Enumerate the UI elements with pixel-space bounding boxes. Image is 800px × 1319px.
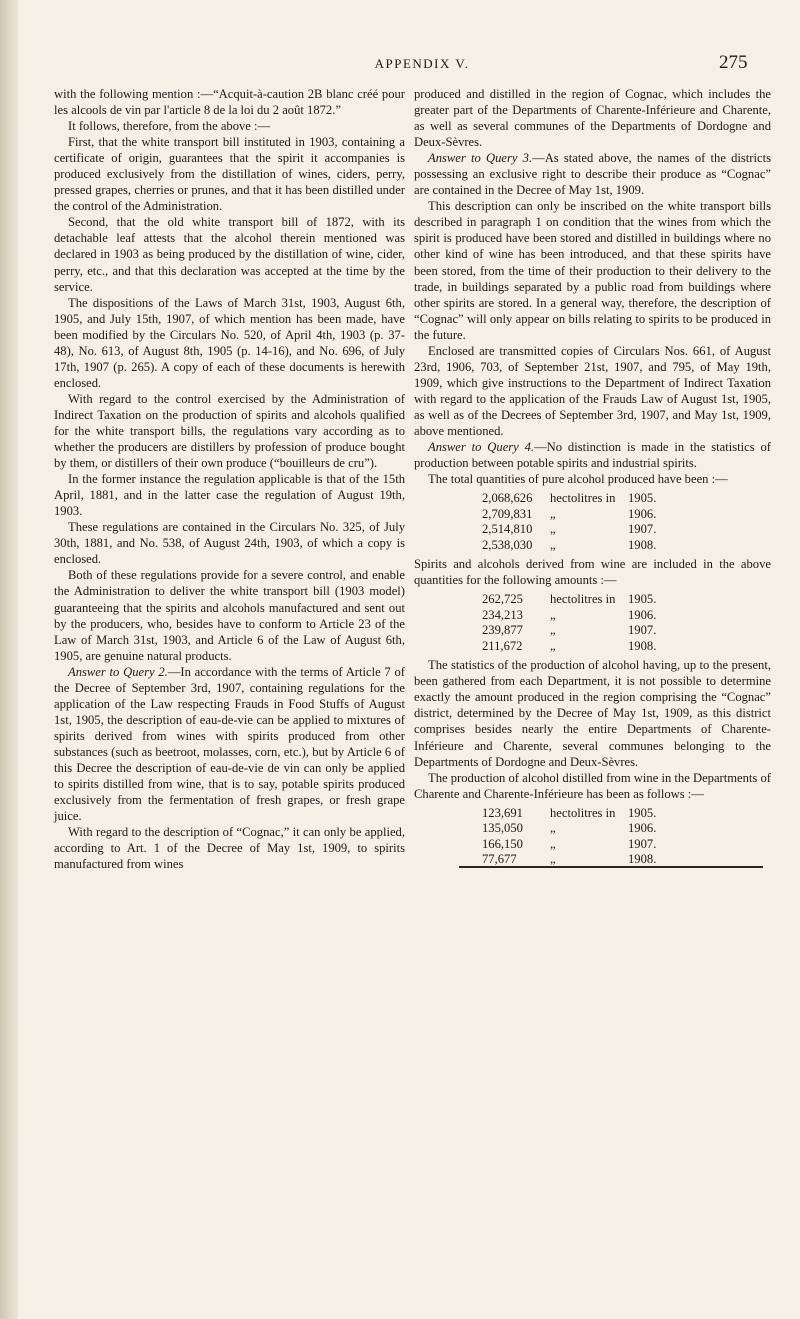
stat-value: 2,068,626 [482, 491, 533, 506]
end-rule [459, 866, 763, 868]
right-column [414, 86, 771, 871]
stat-value: 2,709,831 [482, 506, 533, 521]
stat-value: 234,213 [482, 607, 523, 622]
stat-unit: „ [550, 821, 556, 836]
stat-year: 1908. [628, 537, 657, 552]
production-table-charente [482, 806, 771, 868]
stat-year: 1906. [628, 506, 657, 521]
stat-unit: hectolitres in [550, 491, 616, 506]
stat-year: 1908. [628, 638, 657, 653]
table-row [482, 837, 771, 853]
stat-value: 123,691 [482, 805, 523, 820]
stat-value: 135,050 [482, 821, 523, 836]
left-column [54, 86, 405, 872]
stat-unit: „ [550, 506, 556, 521]
table-row [482, 806, 771, 822]
stat-year: 1905. [628, 805, 657, 820]
stat-value: 262,725 [482, 592, 523, 607]
answer-paragraph [414, 439, 771, 471]
answer-paragraph [414, 150, 771, 198]
stat-value: 77,677 [482, 852, 517, 867]
paragraph: Enclosed are transmitted copies of Circulars Nos. 661, of August 23rd, 1906, 703, of September 21st, 1907, and 795, of May 19th, 1909, which give instructions to the Department of Indirect Taxation with regard to the application of the Frauds Law of August 1st, 1905, as well as of the Decrees of September 3rd, 1907, and May 1st, 1909, above mentioned. [414, 343, 771, 438]
stat-year: 1905. [628, 491, 657, 506]
paragraph: Spirits and alcohols derived from wine are included in the above quantities for the following amounts :— [414, 557, 771, 588]
page-binding-edge [0, 0, 18, 1319]
stat-year: 1906. [628, 607, 657, 622]
stat-year: 1905. [628, 592, 657, 607]
stat-value: 166,150 [482, 836, 523, 851]
answer-paragraph [54, 664, 405, 824]
answer-label: Answer to Query 3. [428, 151, 533, 166]
table-row [482, 507, 771, 523]
stat-year: 1907. [628, 623, 657, 638]
paragraph: This description can only be inscribed on the white transport bills described in paragraph 1 on condition that the wines from which the spirit is produced have been stored and distilled in buildings where no other kind of wine has been introduced, and that these spirits have been stored, from the time of their production to their delivery to the trade, in buildings separated by a public road from buildings where other spirits are stored. In a general way, therefore, the description of “Cognac” will only appear on bills relating to spirits to be produced in the future. [414, 199, 771, 342]
stat-unit: „ [550, 852, 556, 867]
table-row [482, 538, 771, 554]
production-table-total [482, 491, 771, 553]
paragraph: With regard to the description of “Cognac,” it can only be applied, according to Art. 1 of the Decree of May 1st, 1909, to spirits manufactured from wines [54, 825, 405, 872]
stat-value: 2,514,810 [482, 522, 533, 537]
paragraph: Second, that the old white transport bill of 1872, with its detachable leaf attests that the alcohol therein mentioned was declared in 1903 as being produced by the distillation of wine, cider, perry, etc., and that this declaration was accepted at the time by the service. [54, 215, 405, 294]
stat-year: 1907. [628, 522, 657, 537]
paragraph: These regulations are contained in the Circulars No. 325, of July 30th, 1881, and No. 538, of August 24th, 1903, of which a copy is enclosed. [54, 520, 405, 567]
stat-unit: „ [550, 836, 556, 851]
answer-text: —No distinction is made in the statistics of production between potable spirits and industrial spirits. [414, 440, 771, 471]
stat-unit: „ [550, 537, 556, 552]
paragraph: The production of alcohol distilled from wine in the Departments of Charente and Charente-Inférieure has been as follows :— [414, 770, 771, 801]
table-row [482, 522, 771, 538]
paragraph: It follows, therefore, from the above :— [68, 119, 271, 134]
running-head [0, 52, 800, 82]
table-row [482, 592, 771, 608]
stat-year: 1908. [628, 852, 657, 867]
stat-unit: „ [550, 522, 556, 537]
answer-label: Answer to Query 4. [428, 440, 535, 455]
paragraph: First, that the white transport bill instituted in 1903, containing a certificate of origin, guarantees that the spirit it accompanies is produced exclusively from the distillation of wines, ciders, perry, pressed grapes, cherries or prunes, and that it has been distilled under the control of the Administration. [54, 135, 405, 214]
answer-label: Answer to Query 2. [68, 664, 168, 679]
page-number: 275 [719, 52, 748, 73]
table-row [482, 491, 771, 507]
paragraph: produced and distilled in the region of Cognac, which includes the greater part of the Departments of Charente-Inférieure and Charente, as well as several communes of the Departments of Dordogne and Deux-Sèvres. [414, 87, 771, 150]
paragraph: Both of these regulations provide for a severe control, and enable the Administration to deliver the white transport bill (1903 model) guaranteeing that the spirits and alcohols manufactured and sent out by the producers, who, besides have to conform to Article 23 of the Law of March 31st, 1903, and Article 6 of the Law of August 6th, 1905, are genuine natural products. [54, 568, 405, 663]
stat-unit: „ [550, 607, 556, 622]
stat-year: 1906. [628, 821, 657, 836]
answer-text: —As stated above, the names of the districts possessing an exclusive right to describe their produce as “Cognac” are contained in the Decree of May 1st, 1909. [414, 151, 771, 198]
stat-value: 211,672 [482, 638, 523, 653]
paragraph: The total quantities of pure alcohol produced have been :— [428, 472, 728, 487]
running-title: APPENDIX V. [374, 56, 470, 71]
stat-unit: hectolitres in [550, 805, 616, 820]
stat-value: 2,538,030 [482, 537, 533, 552]
production-table-wine [482, 592, 771, 654]
table-row [482, 821, 771, 837]
table-row [482, 639, 771, 655]
stat-year: 1907. [628, 836, 657, 851]
paragraph: The statistics of the production of alcohol having, up to the present, been gathered from each Department, it is not possible to determine exactly the amount produced in the region comprising the “Cognac” district, determined by the Decree of May 1st, 1909, as this district comprises besides nearly the entire Departments of Charente-Inférieure and Charente, several communes belonging to the Departments of Dordogne and Deux-Sèvres. [414, 658, 771, 769]
answer-text: —In accordance with the terms of Article 7 of the Decree of September 3rd, 1907, containing regulations for the application of the Law respecting Frauds in Food Stuffs of August 1st, 1905, the description of eau-de-vie can be applied to mixtures of spirits derived from wines with spirits produced from other substances (such as beetroot, molasses, corn, etc.), but by Article 6 of this Decree the description of eau-de-vie de vin can only be applied to spirits distilled from wine, that is to say, potable spirits produced exclusively from the fermentation of fresh grapes, or fresh grape juice. [54, 664, 405, 824]
table-row [482, 608, 771, 624]
stat-value: 239,877 [482, 623, 523, 638]
table-row [482, 623, 771, 639]
stat-unit: „ [550, 623, 556, 638]
stat-unit: hectolitres in [550, 592, 616, 607]
paragraph: With regard to the control exercised by the Administration of Indirect Taxation on the production of spirits and alcohols qualified for the white transport bills, the regulations vary according as to whether the producers are distillers by profession of produce bought by them, or distillers of their own produce (“bouilleurs de cru”). [54, 391, 405, 471]
paragraph: In the former instance the regulation applicable is that of the 15th April, 1881, and in the latter case the regulation of August 19th, 1903. [54, 472, 405, 519]
stat-unit: „ [550, 638, 556, 653]
paragraph: with the following mention :—“Acquit-à-caution 2B blanc créé pour les alcools de vin par l'article 8 de la loi du 2 août 1872.” [54, 87, 405, 118]
paragraph: The dispositions of the Laws of March 31st, 1903, August 6th, 1905, and July 15th, 1907, of which mention has been made, have been modified by the Circulars No. 520, of April 4th, 1903 (p. 37-48), No. 613, of August 8th, 1905 (p. 14-16), and No. 696, of July 17th, 1907 (p. 265). A copy of each of these documents is herewith enclosed. [54, 295, 405, 390]
